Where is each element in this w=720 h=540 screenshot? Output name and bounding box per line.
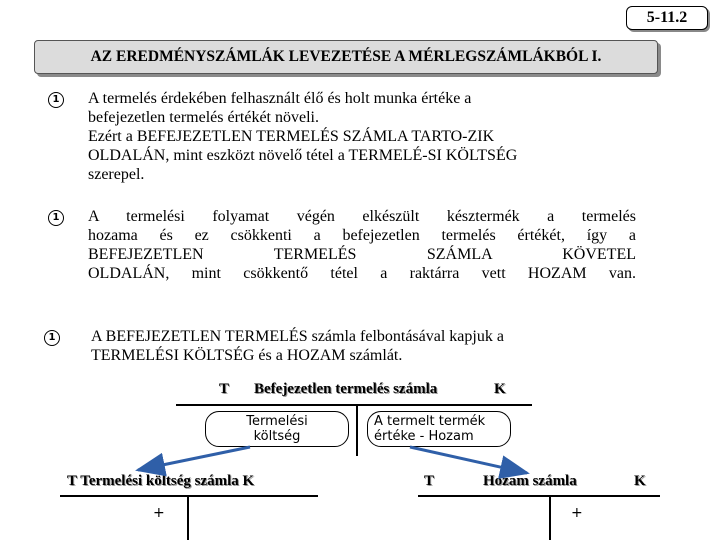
callout-output-value-line: A termelt termék (374, 414, 486, 429)
cost-account-vertical-rule (187, 495, 189, 540)
main-account-vertical-rule (356, 404, 358, 456)
arrow-to-cost-account (138, 447, 250, 470)
paragraph-1 (88, 89, 648, 184)
cost-account-label: T Termelési költség számla K (67, 473, 255, 489)
paragraph-3-line: A BEFEJEZETLEN TERMELÉS számla felbontásával kapjuk a (91, 328, 504, 345)
callout-production-cost-line: Termelési (246, 414, 308, 429)
paragraph-3 (91, 327, 671, 365)
callout-production-cost (205, 411, 349, 447)
output-account-name: Hozam számla (483, 473, 577, 489)
callout-production-cost-line: költség (253, 429, 301, 444)
numbered-bullet-1: 1 (48, 92, 64, 108)
output-account-vertical-rule (549, 495, 551, 540)
main-account-name: Befejezetlen termelés számla (254, 381, 438, 397)
page-title: AZ EREDMÉNYSZÁMLÁK LEVEZETÉSE A MÉRLEGSZÁMLÁKBÓL I. (34, 40, 658, 74)
cost-account-horizontal-rule (60, 495, 318, 497)
numbered-bullet-2: 1 (48, 210, 64, 226)
paragraph-3-line: TERMELÉSI KÖLTSÉG és a HOZAM számlát. (91, 347, 403, 364)
paragraph-1-line: szerepel. (88, 166, 145, 183)
numbered-bullet-3: 1 (44, 330, 60, 346)
paragraph-2-line: A termelési folyamat végén elkészült késztermék a termelés (88, 208, 636, 225)
paragraph-1-line: Ezért a BEFEJEZETLEN TERMELÉS SZÁMLA TARTO-ZIK (88, 128, 495, 145)
output-account-debit-label: T (424, 473, 435, 489)
paragraph-2-line: BEFEJEZETLEN TERMELÉS SZÁMLA KÖVETEL (88, 246, 636, 263)
paragraph-2-line: OLDALÁN, mint csökkentő tétel a raktárra vett HOZAM van. (88, 265, 636, 282)
main-account-credit-label: K (494, 381, 506, 397)
output-account-horizontal-rule (418, 495, 660, 497)
paragraph-1-line: befejezetlen termelés értékét növeli. (88, 109, 319, 126)
main-account-debit-label: T (219, 381, 230, 397)
arrow-to-output-account (410, 447, 527, 473)
cost-account-debit-sign: + (153, 505, 165, 521)
output-account-credit-label: K (634, 473, 646, 489)
callout-output-value-line: értéke - Hozam (374, 429, 474, 444)
slide-number: 5-11.2 (626, 6, 708, 30)
callout-output-value (367, 411, 511, 447)
paragraph-1-line: A termelés érdekében felhasznált élő és holt munka értéke a (88, 90, 472, 107)
output-account-debit-sign: + (571, 505, 583, 521)
paragraph-2-line: hozama és ez csökkenti a befejezetlen termelés értékét, így a (88, 227, 636, 244)
main-account-horizontal-rule (176, 404, 532, 406)
paragraph-2 (88, 207, 636, 283)
paragraph-1-line: OLDALÁN, mint eszközt növelő tétel a TERMELÉ-SI KÖLTSÉG (88, 147, 518, 164)
